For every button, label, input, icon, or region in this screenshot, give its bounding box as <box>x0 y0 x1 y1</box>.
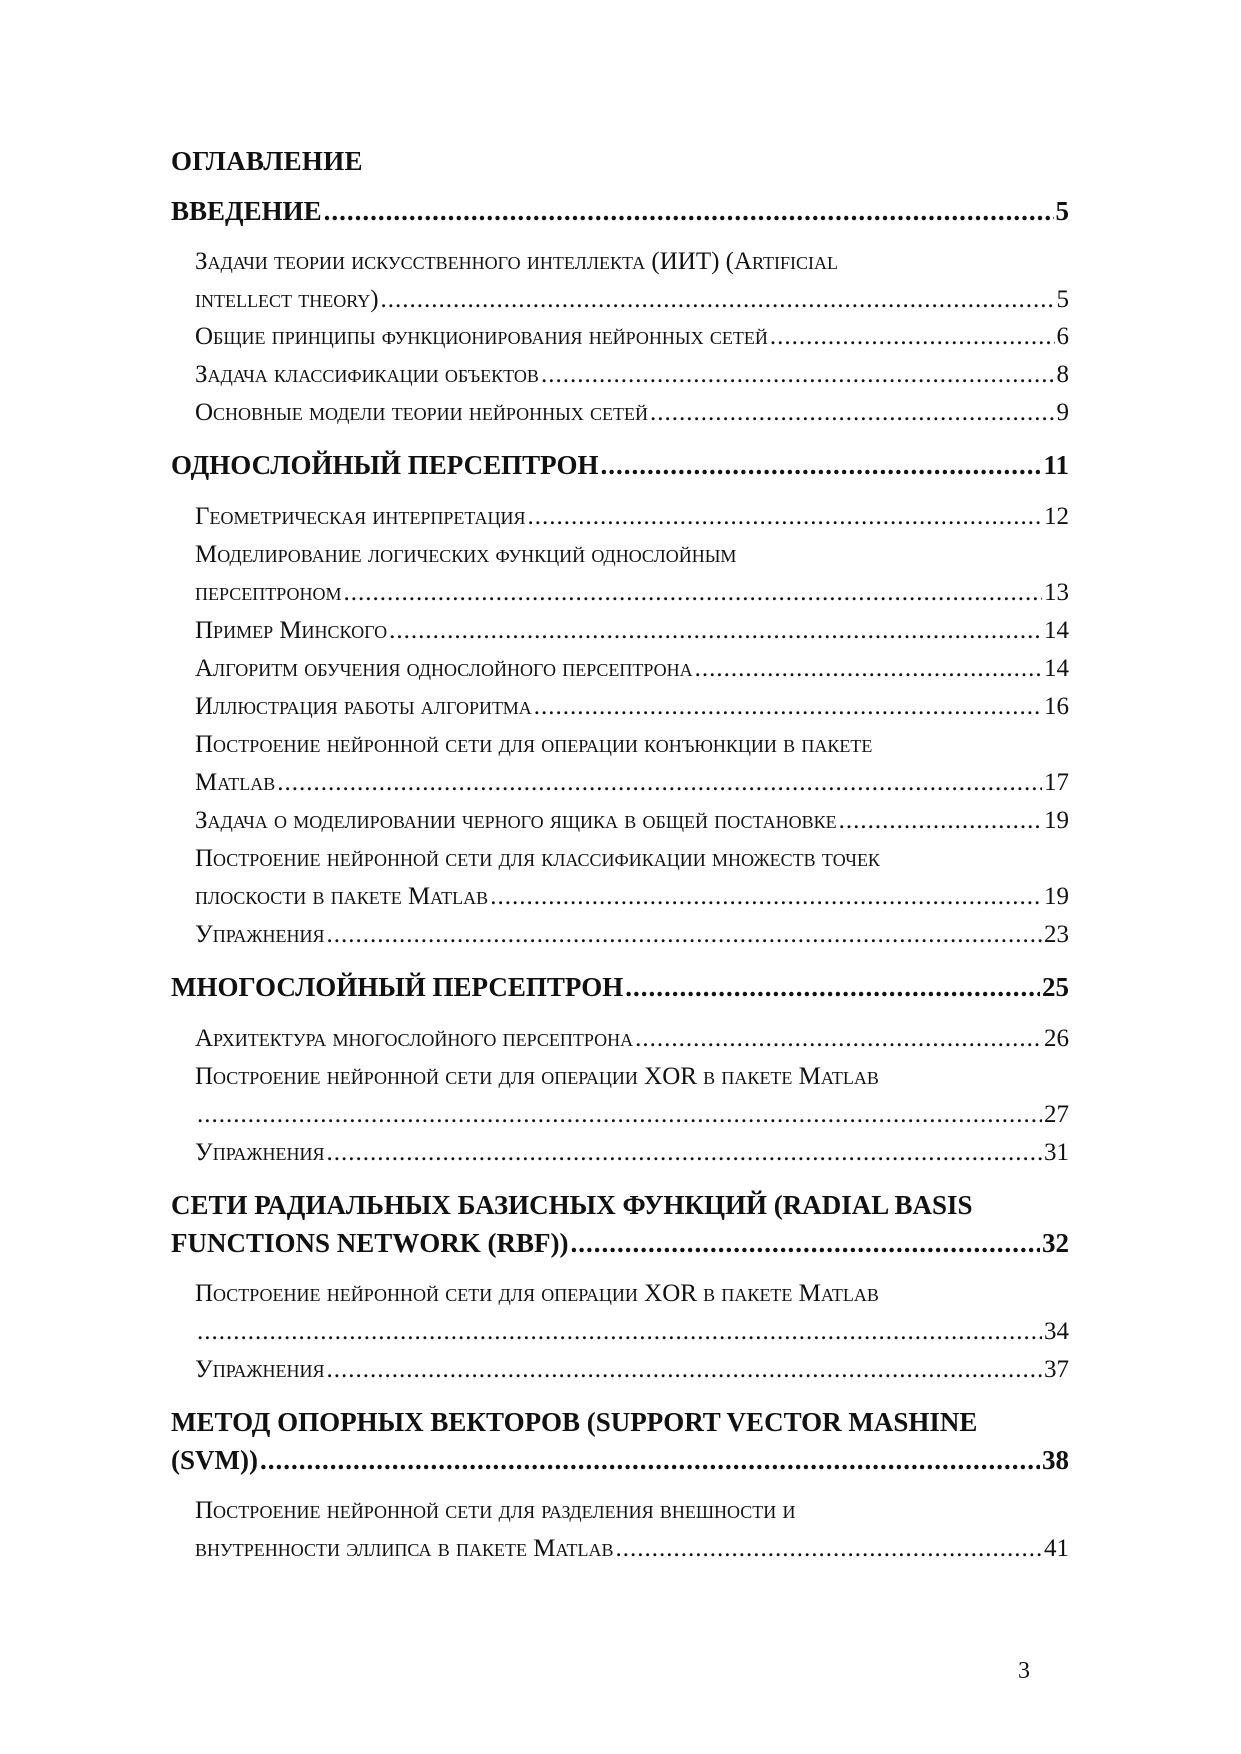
toc-entry-page: 25 <box>1042 972 1069 1002</box>
toc-entry-continuation[interactable] <box>195 769 1069 805</box>
toc-entry[interactable] <box>195 361 1069 397</box>
toc-entry-continuation[interactable] <box>195 286 1069 322</box>
leader-dots <box>343 579 1042 607</box>
toc-entry-continuation[interactable] <box>195 883 1069 919</box>
leader-dots <box>839 807 1042 835</box>
toc-entry-text: Геометрическая интерпретация <box>195 503 526 530</box>
toc-entry-text: Упражнения <box>195 921 325 948</box>
page-number: 3 <box>1018 1658 1030 1684</box>
toc-entry-page: 27 <box>1044 1101 1069 1128</box>
toc-entry-text: Построение нейронной сети для классификации множеств точек <box>195 845 880 872</box>
leader-dots <box>625 972 1040 1003</box>
toc-entry-text: МЕТОД ОПОРНЫХ ВЕКТОРОВ (SUPPORT VECTOR MASHINE <box>171 1407 978 1437</box>
toc-entry-text: (SVM)) <box>171 1445 258 1475</box>
toc-entry-page: 23 <box>1044 921 1069 948</box>
toc-entry-page: 19 <box>1044 883 1069 910</box>
toc-entry-page: 12 <box>1044 503 1069 530</box>
toc-entry[interactable] <box>195 807 1069 843</box>
toc-entry-text: Задача классификации объектов <box>195 361 539 388</box>
toc-entry-page: 26 <box>1044 1025 1069 1052</box>
leader-dots <box>490 883 1042 911</box>
toc-entry[interactable] <box>195 617 1069 653</box>
toc-entry-page: 32 <box>1042 1228 1069 1258</box>
toc-entry-text: Архитектура многослойного персептрона <box>195 1025 634 1052</box>
toc-entry-page: 34 <box>1044 1318 1069 1345</box>
toc-entry[interactable] <box>195 503 1069 539</box>
leader-dots <box>324 196 1054 227</box>
toc-entry[interactable] <box>195 541 1069 577</box>
toc-entry-continuation[interactable] <box>171 1445 1069 1481</box>
toc-entry-page: 13 <box>1044 579 1069 606</box>
leader-dots <box>600 450 1041 481</box>
toc-entry[interactable] <box>195 248 1069 284</box>
toc-entry-text: плоскости в пакете Matlab <box>195 883 489 910</box>
toc-entry-page: 5 <box>1055 196 1069 226</box>
leader-dots <box>571 1228 1040 1259</box>
toc-entry[interactable] <box>195 731 1069 767</box>
toc-entry-page: 14 <box>1044 617 1069 644</box>
toc-entry-text: Построение нейронной сети для операции конъюнкции в пакете <box>195 731 873 758</box>
leader-dots <box>650 399 1054 427</box>
toc-entry-page: 37 <box>1044 1356 1069 1383</box>
toc-entry[interactable] <box>171 972 1069 1008</box>
toc-entry-text: Алгоритм обучения однослойного персептрона <box>195 655 693 682</box>
toc-entry[interactable] <box>195 655 1069 691</box>
toc-entry-page: 8 <box>1056 361 1069 388</box>
toc-entry[interactable] <box>195 921 1069 957</box>
toc-entry-text: Задачи теории искусственного интеллекта (ИИТ) (Artificial <box>195 248 838 275</box>
leader-dots <box>277 769 1042 797</box>
toc-entry-continuation[interactable] <box>195 1535 1069 1571</box>
toc-entry-text: FUNCTIONS NETWORK (RBF)) <box>171 1228 569 1258</box>
toc-entry[interactable] <box>195 1497 1069 1533</box>
leader-dots <box>389 617 1042 645</box>
leader-dots <box>327 1356 1042 1384</box>
toc-entry-text: Matlab <box>195 769 276 796</box>
toc-entry-text: персептроном <box>195 579 342 606</box>
toc-entry-text: Моделирование логических функций однослойным <box>195 541 737 568</box>
toc-entry-text: Основные модели теории нейронных сетей <box>195 399 649 426</box>
toc-entry-text: Упражнения <box>195 1139 325 1166</box>
toc-entry-text: Задача о моделировании черного ящика в общей постановке <box>195 807 837 834</box>
toc-entry-page: 16 <box>1044 693 1069 720</box>
toc-entry-page: 11 <box>1043 450 1069 480</box>
toc-entry-continuation[interactable] <box>195 1101 1069 1137</box>
leader-dots <box>528 503 1042 531</box>
leader-dots <box>695 655 1042 683</box>
toc-entry[interactable] <box>171 450 1069 486</box>
leader-dots <box>197 1318 1042 1346</box>
toc-entry-text: Построение нейронной сети для операции XOR в пакете Matlab <box>195 1280 879 1307</box>
toc-entry-text: Построение нейронной сети для операции XOR в пакете Matlab <box>195 1063 879 1090</box>
leader-dots <box>534 693 1042 721</box>
leader-dots <box>615 1535 1042 1563</box>
toc-entry[interactable] <box>195 1139 1069 1175</box>
toc-entry-page: 31 <box>1044 1139 1069 1166</box>
toc-entry[interactable] <box>195 1280 1069 1316</box>
leader-dots <box>635 1025 1042 1053</box>
toc-entry-text: ОДНОСЛОЙНЫЙ ПЕРСЕПТРОН <box>171 450 599 480</box>
leader-dots <box>327 1139 1042 1167</box>
toc-title: ОГЛАВЛЕНИЕ <box>171 146 363 176</box>
toc-entry-continuation[interactable] <box>195 579 1069 615</box>
toc-entry-page: 5 <box>1056 286 1069 313</box>
toc-entry-text: Общие принципы функционирования нейронных сетей <box>195 323 768 350</box>
toc-entry-page: 6 <box>1056 323 1069 350</box>
toc-entry-text: Построение нейронной сети для разделения внешности и <box>195 1497 796 1524</box>
toc-entry-text: Упражнения <box>195 1356 325 1383</box>
toc-entry-page: 19 <box>1044 807 1069 834</box>
toc-entry[interactable] <box>195 1025 1069 1061</box>
toc-entry[interactable] <box>195 693 1069 729</box>
toc-entry[interactable] <box>195 1356 1069 1392</box>
leader-dots <box>260 1445 1040 1476</box>
leader-dots <box>381 286 1055 314</box>
toc-entry[interactable] <box>195 1063 1069 1099</box>
toc-entry[interactable] <box>171 196 1069 232</box>
toc-entry-page: 38 <box>1042 1445 1069 1475</box>
toc-entry[interactable] <box>195 399 1069 435</box>
toc-entry-continuation[interactable] <box>195 1318 1069 1354</box>
toc-entry-text: Пример Минского <box>195 617 388 644</box>
toc-entry-text: МНОГОСЛОЙНЫЙ ПЕРСЕПТРОН <box>171 972 624 1002</box>
toc-entry-continuation[interactable] <box>171 1228 1069 1264</box>
toc-entry-page: 14 <box>1044 655 1069 682</box>
toc-entry[interactable] <box>195 323 1069 359</box>
toc-entry-text: внутренности эллипса в пакете Matlab <box>195 1535 614 1562</box>
toc-entry[interactable] <box>171 1407 1069 1443</box>
toc-entry-text: ВВЕДЕНИЕ <box>171 196 322 226</box>
toc-entry-page: 9 <box>1056 399 1069 426</box>
leader-dots <box>197 1101 1042 1129</box>
toc-entry[interactable] <box>195 845 1069 881</box>
toc-entry-text: СЕТИ РАДИАЛЬНЫХ БАЗИСНЫХ ФУНКЦИЙ (RADIAL BASIS <box>171 1190 973 1220</box>
toc-entry[interactable] <box>171 1190 1069 1226</box>
leader-dots <box>327 921 1042 949</box>
toc-entry-text: intellect theory) <box>195 286 379 313</box>
toc-entry-page: 41 <box>1044 1535 1069 1562</box>
leader-dots <box>770 323 1055 351</box>
toc-entry-text: Иллюстрация работы алгоритма <box>195 693 532 720</box>
leader-dots <box>541 361 1055 389</box>
toc-entry-page: 17 <box>1044 769 1069 796</box>
